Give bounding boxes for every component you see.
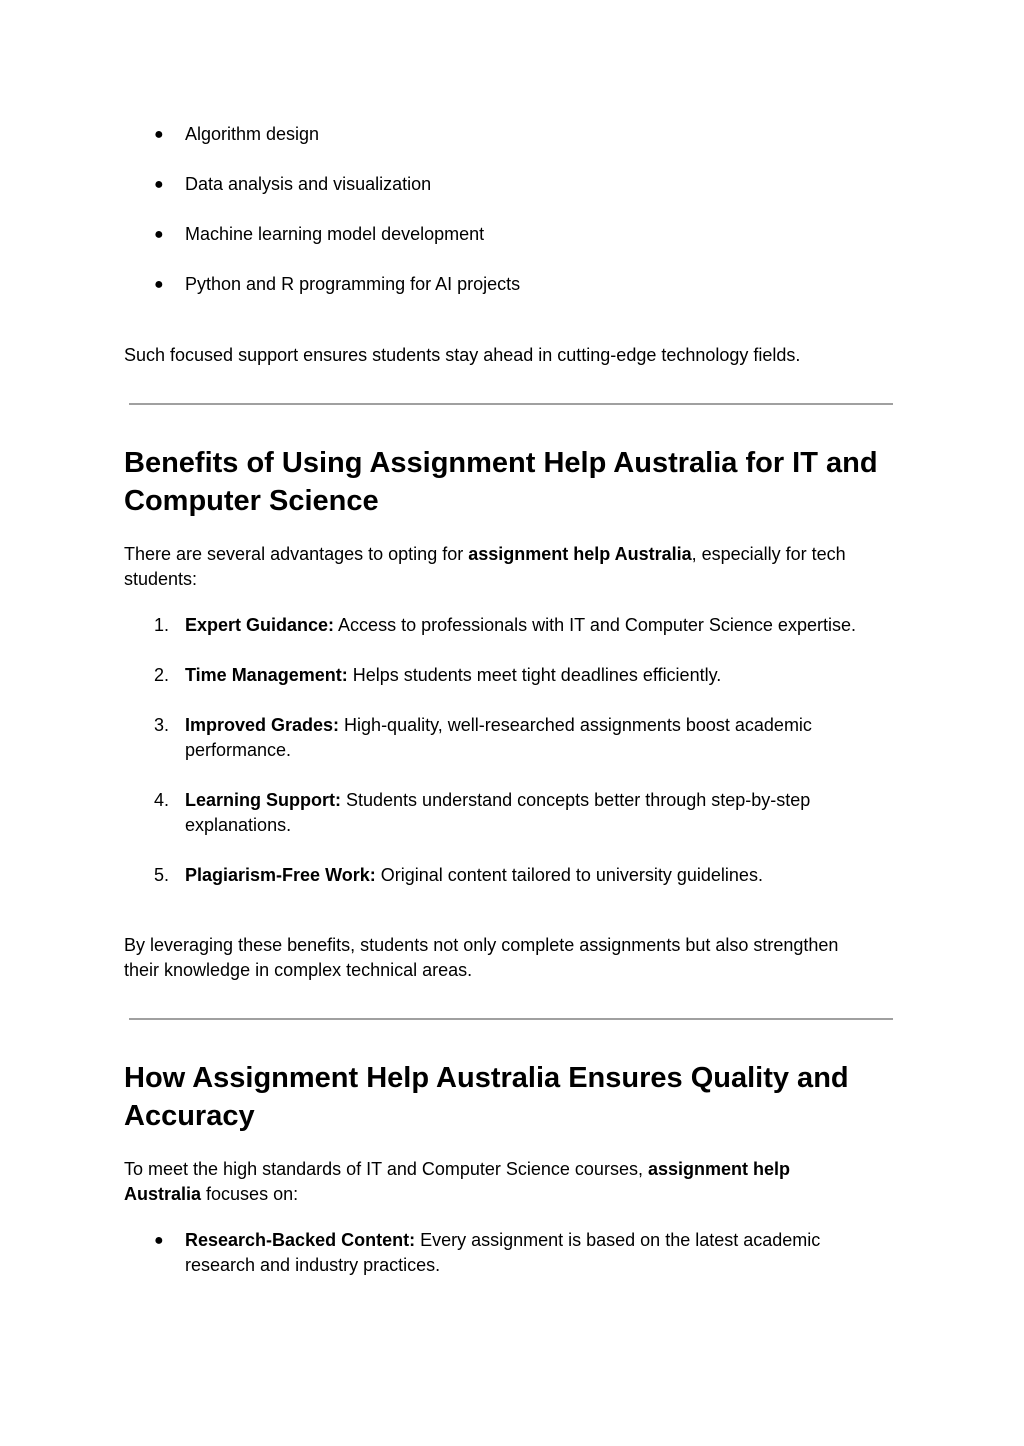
list-item-text: Algorithm design [185,124,320,144]
bold-term: Plagiarism-Free Work: [185,865,376,885]
list-number: 4. [154,790,170,810]
bold-term: Australia [124,1184,202,1204]
quality-intro-paragraph [124,1157,894,1207]
text-run: To meet the high standards of IT and Computer Science courses, [124,1159,648,1179]
text-run: High-quality, well-researched assignments boost academic [339,715,812,735]
text-run: Students understand concepts better through step-by-step [341,790,811,810]
bold-term: Research-Backed Content: [185,1230,416,1250]
horizontal-divider [129,1018,893,1020]
list-item-text: Machine learning model development [185,224,485,244]
bullet-icon: ● [154,276,164,293]
horizontal-divider [129,403,893,405]
bold-term: assignment help Australia [468,544,692,564]
benefits-closing-paragraph [124,933,894,983]
bold-term: Time Management: [185,665,348,685]
section-heading-benefits [124,444,904,520]
list-item-text [185,788,895,838]
list-number: 5. [154,865,170,885]
text-run: Helps students meet tight deadlines efficiently. [347,665,722,685]
bold-term: Improved Grades: [185,715,340,735]
list-item-text [185,613,895,638]
heading-line: How Assignment Help Australia Ensures Quality and [124,1062,849,1094]
text-run: research and industry practices. [185,1255,441,1275]
list-item-text: Python and R programming for AI projects [185,274,521,294]
list-number: 2. [154,665,170,685]
heading-line: Accuracy [124,1100,255,1132]
bullet-icon: ● [154,226,164,243]
list-number: 3. [154,715,170,735]
benefits-intro-paragraph [124,542,894,592]
bold-term: Expert Guidance: [185,615,335,635]
heading-line: Benefits of Using Assignment Help Australia for IT and [124,447,878,479]
summary-paragraph: Such focused support ensures students stay ahead in cutting-edge technology fields. [124,345,801,365]
list-number: 1. [154,615,170,635]
text-run: There are several advantages to opting for [124,544,469,564]
bullet-icon: ● [154,176,164,193]
bold-term: assignment help [647,1159,790,1179]
section-heading-quality [124,1059,904,1135]
list-item-text: Data analysis and visualization [185,174,432,194]
text-run: , especially for tech [691,544,846,564]
bold-term: Learning Support: [185,790,341,810]
list-item-text [185,663,895,688]
text-run: Access to professionals with IT and Computer Science expertise. [334,615,856,635]
text-run: Every assignment is based on the latest academic [415,1230,821,1250]
text-run: focuses on: [201,1184,299,1204]
heading-line: Computer Science [124,485,379,517]
text-run: explanations. [185,815,292,835]
list-item-text [185,863,895,888]
text-run: By leveraging these benefits, students not only complete assignments but also strengthen [124,935,839,955]
text-run: performance. [185,740,292,760]
text-run: their knowledge in complex technical areas. [124,960,473,980]
list-item-text [185,1228,895,1278]
list-item-text [185,713,895,763]
text-run: students: [124,569,198,589]
text-run: Original content tailored to university guidelines. [375,865,763,885]
bullet-icon: ● [154,126,164,143]
bullet-icon: ● [154,1232,164,1249]
